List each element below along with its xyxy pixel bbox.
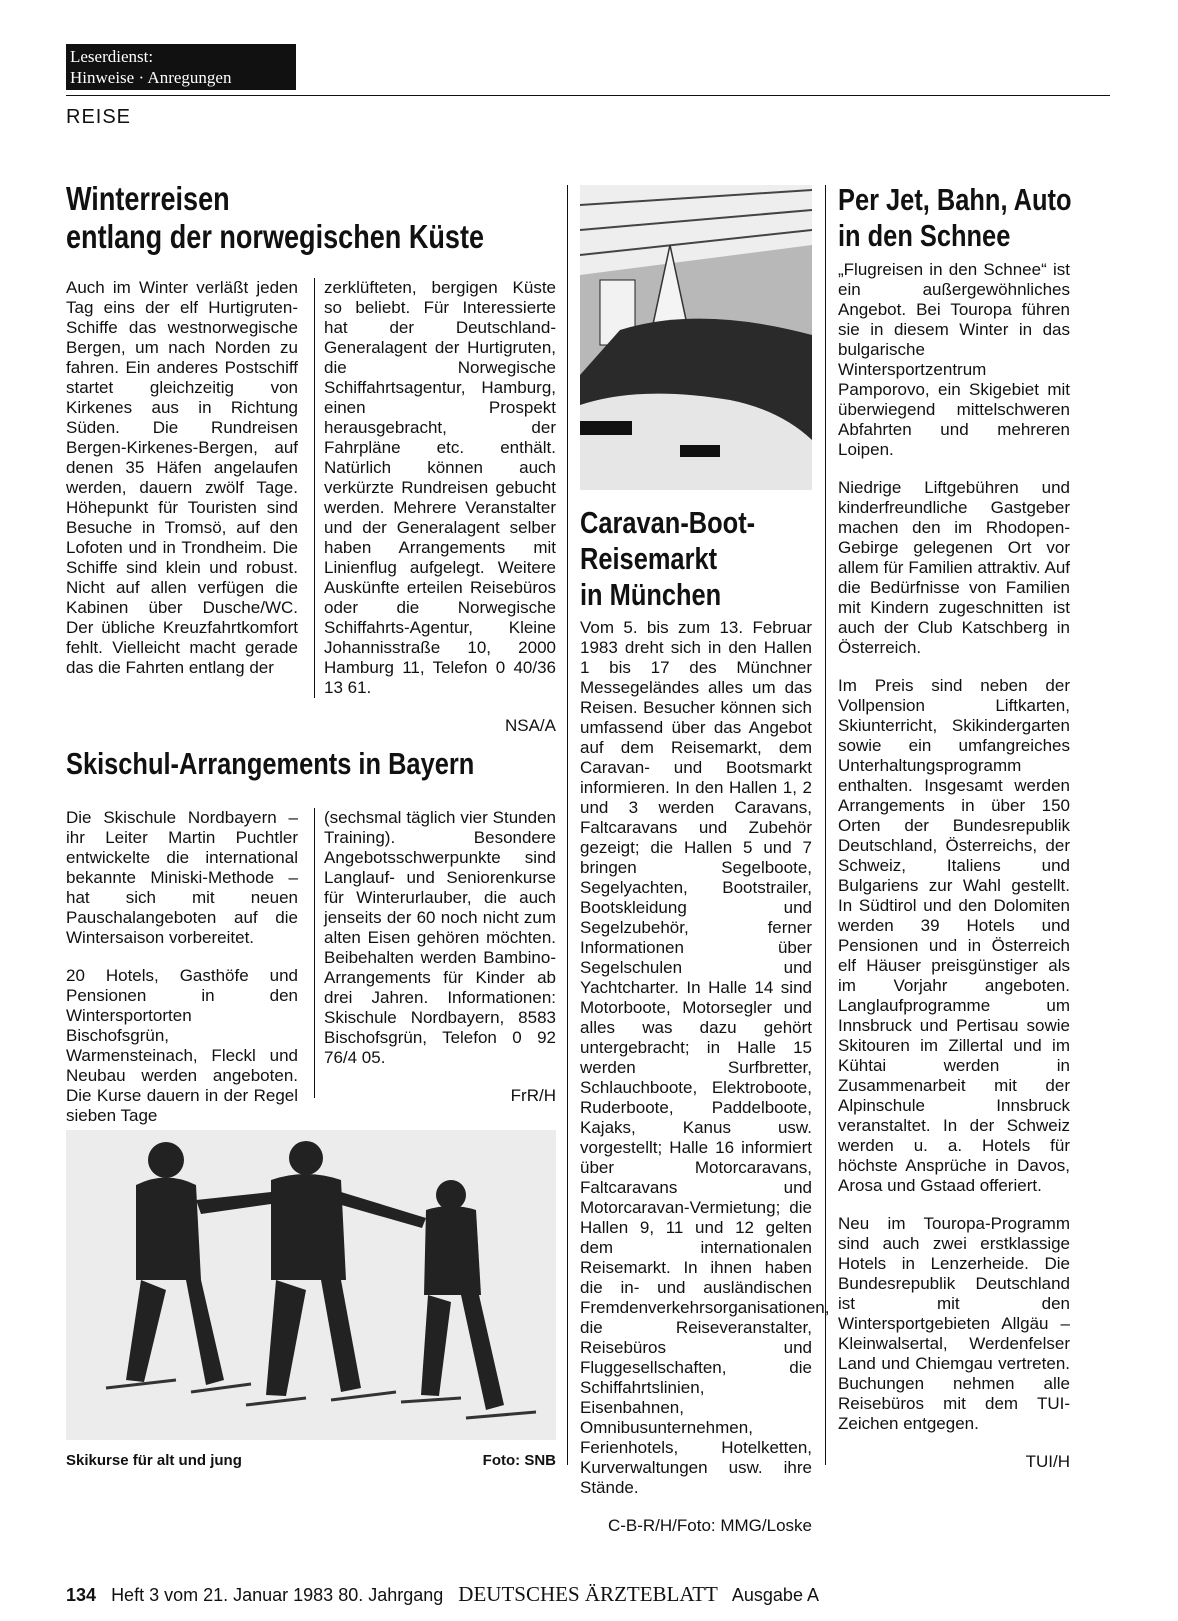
article3-title-line1: Caravan-Boot- — [580, 505, 756, 540]
article4-title-line1: Per Jet, Bahn, Auto — [838, 182, 1072, 217]
ski-photo-credit: Foto: SNB — [482, 1452, 556, 1469]
section-label: REISE — [66, 106, 132, 128]
column-rule — [314, 278, 315, 698]
article2-col1-p2: 20 Hotels, Gasthöfe und Pensionen in den Wintersportorten Bischofsgrün, Warmensteinach, Fleckl und Neubau werden angeboten. Die Kurse dauern in der Regel sieben Tage — [66, 966, 298, 1125]
article1-title-line2: entlang der norwegischen Küste — [66, 218, 485, 255]
article3-body: Vom 5. bis zum 13. Februar 1983 dreht sich in den Hallen 1 bis 17 des Münchner Messegeländes alles um das Reisen. Besucher können sich umfassend über das Angebot auf dem Reisemarkt, dem Caravan- und Bootsmarkt informieren. In den Hallen 1, 2 und 3 werden Caravans, Faltcaravans und Zubehör gezeigt; die Hallen 5 und 7 bringen Segelboote, Segelyachten, Bootstrailer, Bootskleidung und Segelzubehör, ferner Informationen über Segelschulen und Yachtcharter. In Halle 14 sind Motorboote, Motorsegler und alles was dazu gehört untergebracht; in Halle 15 werden Surfbretter, Schlauchboote, Elektroboote, Ruderboote, Paddelboote, Kajaks, Kanus usw. vorgestellt; Halle 16 informiert über Motorcaravans, Faltcaravans und Motorcaravan-Vermietung; die Hallen 9, 11 und 12 gelten dem internationalen Reisemarkt. In ihnen haben die in- und ausländischen Fremdenverkehrsorganisationen, die Reiseveranstalter, Reisebüros und Fluggesellschaften, die Schiffahrtslinien, Eisenbahnen, Omnibusunternehmen, Ferienhotels, Hotelketten, Kurverwaltungen usw. ihre Stände. — [580, 618, 830, 1497]
article1-column-1 — [66, 278, 298, 678]
article3-title-line3: in München — [580, 577, 722, 612]
article1-column-2 — [324, 278, 556, 736]
column-rule — [825, 185, 826, 1465]
article4-title-line2: in den Schnee — [838, 218, 1011, 253]
article3-title-line2: Reisemarkt — [580, 541, 718, 576]
article1-signature: NSA/A — [504, 716, 556, 735]
article2-col2-text: (sechsmal täglich vier Stunden Training). Besondere Angebotsschwerpunkte sind Langlauf- und Seniorenkurse für Winterurlauber, die auch jenseits der 60 noch nicht zum alten Eisen gehören möchten. Beibehalten werden Bambino-Arrangements für Kinder ab drei Jahren. Informationen: Skischule Nordbayern, 8583 Bischofsgrün, Telefon 0 92 76/4 05. — [324, 808, 556, 1067]
article1-col2-text: zerklüfteten, bergigen Küste so beliebt. Für Interessierte hat der Deutschland-Generalagent der Hurtigruten, die Norwegische Schiffahrtsagentur, Hamburg, einen Prospekt herausgebracht, der Fahrpläne etc. enthält. Natürlich können auch verkürzte Rundreisen gebucht werden. Mehrere Veranstalter und der Generalagent selber haben Arrangements mit Linienflug aufgelegt. Weitere Auskünfte erteilen Reisebüros oder die Norwegische Schiffahrts-Agentur, Kleine Johannisstraße 10, 2000 Hamburg 11, Telefon 0 40/36 13 61. — [324, 278, 556, 697]
article4-column — [838, 260, 1070, 1472]
article3-column — [580, 618, 830, 1536]
article1-title — [66, 180, 484, 256]
article3-title — [580, 505, 755, 613]
badge-line-2: Hinweise · Anregungen — [70, 68, 232, 87]
magazine-name: DEUTSCHES ÄRZTEBLATT — [458, 1582, 718, 1606]
skiers-illustration — [66, 1130, 556, 1440]
issue-info: Heft 3 vom 21. Januar 1983 80. Jahrgang — [111, 1585, 444, 1605]
badge-line-1: Leserdienst: — [70, 47, 154, 66]
article4-p4: Neu im Touropa-Programm sind auch zwei erstklassige Hotels in Lenzerheide. Die Bundesrepublik Deutschland ist mit den Wintersportgebieten Allgäu – Kleinwalsertal, Werdenfelser Land und Chiemgau vertreten. Buchungen nehmen alle Reisebüros mit dem TUI-Zeichen entgegen. — [838, 1214, 1070, 1433]
column-rule — [314, 808, 315, 1098]
article2-col1-p1: Die Skischule Nordbayern – ihr Leiter Martin Puchtler entwickelte die international bekannte Miniski-Methode – hat sich mit neuen Pauschalangeboten auf die Wintersaison vorbereitet. — [66, 808, 298, 947]
exhibition-hall-illustration — [580, 185, 812, 490]
column-rule — [567, 185, 568, 1465]
article4-signature: TUI/H — [1025, 1452, 1070, 1471]
header-rule — [66, 95, 1110, 96]
article2-column-2 — [324, 808, 556, 1106]
page-number: 134 — [66, 1585, 97, 1605]
article2-signature: FrR/H — [510, 1086, 556, 1105]
article2-column-1 — [66, 808, 298, 1126]
ski-course-photo — [66, 1130, 556, 1440]
leserdienst-badge — [66, 44, 296, 90]
page-footer — [66, 1582, 819, 1607]
article4-p2: Niedrige Liftgebühren und kinderfreundliche Gastgeber machen den im Rhodopen-Gebirge gelegenen Ort vor allem für Familien attraktiv. Auf die Bedürfnisse von Familien mit Kindern zugeschnitten ist auch der Club Katschberg in Österreich. — [838, 478, 1070, 657]
edition: Ausgabe A — [731, 1585, 819, 1605]
caravan-boot-fair-photo — [580, 185, 812, 490]
article2-title: Skischul-Arrangements in Bayern — [66, 746, 475, 781]
article4-p1: „Flugreisen in den Schnee“ ist ein außergewöhnliches Angebot. Bei Touropa führen sie in diesem Winter in das bulgarische Wintersportzentrum Pamporovo, ein Skigebiet mit überwiegend mittelschweren Abfahrten und mehreren Loipen. — [838, 260, 1070, 459]
article4-title — [838, 182, 1072, 254]
ski-photo-caption: Skikurse für alt und jung — [66, 1452, 242, 1469]
article1-title-line1: Winterreisen — [66, 180, 230, 217]
article4-p3: Im Preis sind neben der Vollpension Liftkarten, Skiunterricht, Skikindergarten sowie ein umfangreiches Unterhaltungsprogramm enthalten. Insgesamt werden Arrangements in über 150 Orten der Bundesrepublik Deutschland, Österreichs, der Schweiz, Italiens und Bulgariens zur Wahl gestellt. In Südtirol und den Dolomiten werden 39 Hotels und Pensionen und in Österreich elf Häuser preisgünstiger als im Vorjahr angeboten. Langlaufprogramme um Innsbruck und Pertisau sowie Skitouren im Zillertal und im Kühtai werden in Zusammenarbeit mit der Alpinschule Innsbruck veranstaltet. In der Schweiz werden u. a. Hotels für höchste Ansprüche in Davos, Arosa und Gstaad offeriert. — [838, 676, 1070, 1195]
article3-signature: C-B-R/H/Foto: MMG/Loske — [607, 1516, 812, 1535]
article1-col1-text: Auch im Winter verläßt jeden Tag eins der elf Hurtigruten-Schiffe das westnorwegische Bergen, um nach Norden zu fahren. Ein anderes Postschiff startet gleichzeitig von Kirkenes aus in Richtung Süden. Die Rundreisen Bergen-Kirkenes-Bergen, auf denen 35 Häfen angelaufen werden, dauern zwölf Tage. Höhepunkt für Touristen sind Besuche in Tromsö, auf den Lofoten und in Trondheim. Die Schiffe sind klein und robust. Nicht auf allen verfügen die Kabinen über Dusche/WC. Der übliche Kreuzfahrtkomfort fehlt. Vielleicht macht gerade das die Fahrten entlang der — [66, 278, 298, 677]
